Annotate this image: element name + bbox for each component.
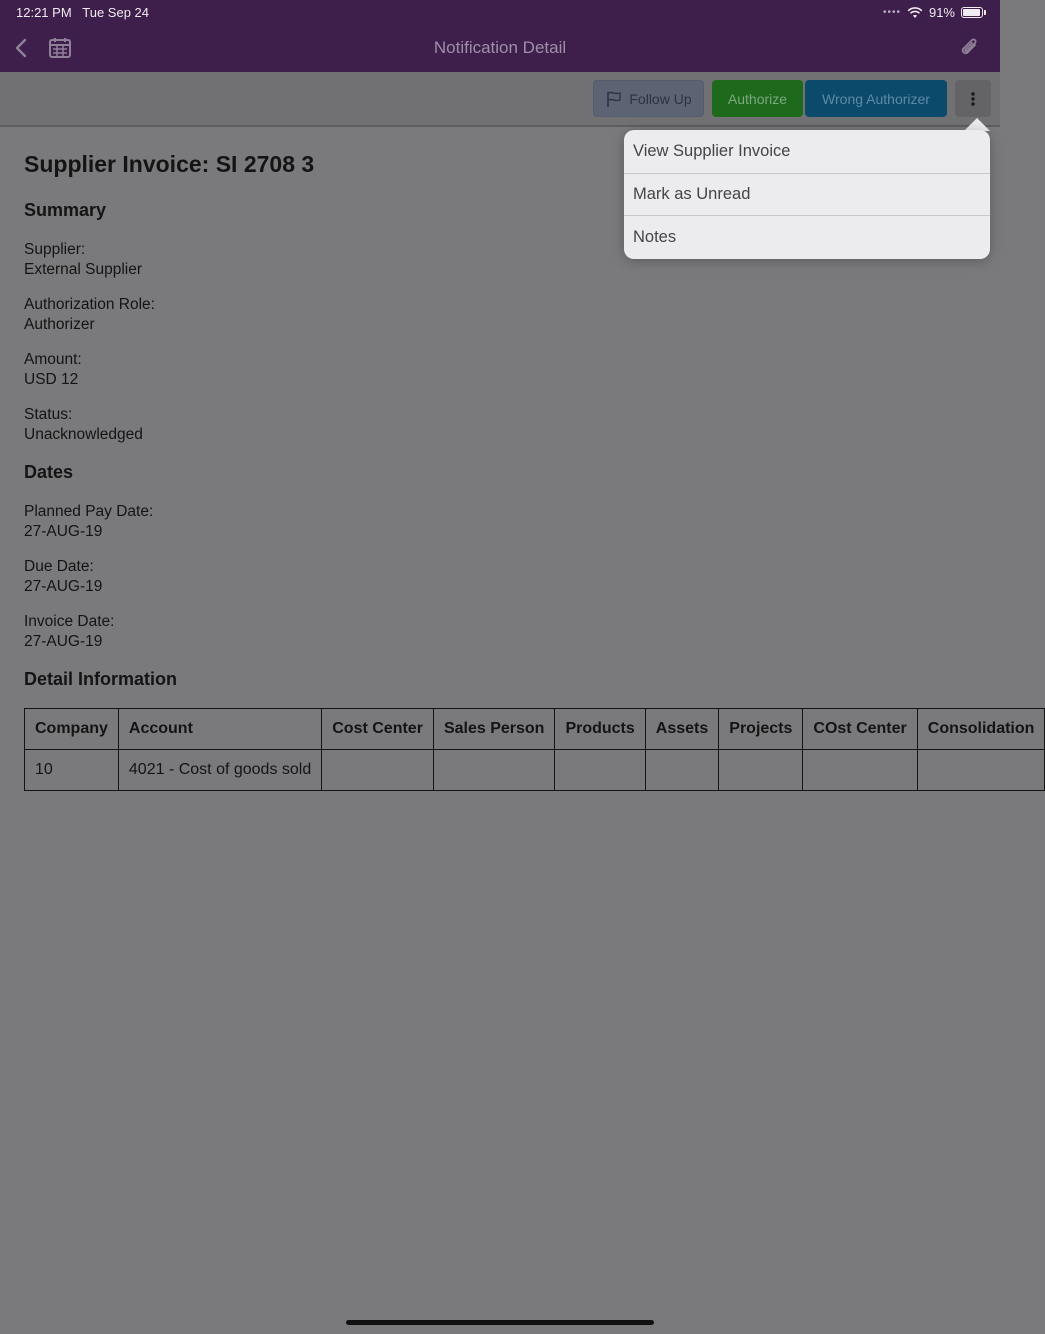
dates-heading: Dates bbox=[24, 462, 74, 482]
field-label: Due Date: bbox=[24, 558, 94, 575]
battery-percent: 91% bbox=[928, 5, 955, 20]
wrong-authorizer-button[interactable]: Wrong Authorizer bbox=[805, 80, 947, 117]
table-cell: 4021 - Cost of goods sold bbox=[118, 750, 321, 791]
column-header: Sales Person bbox=[433, 709, 555, 750]
status-time bbox=[16, 5, 149, 20]
vertical-ellipsis-icon bbox=[970, 91, 976, 107]
wifi-icon bbox=[907, 7, 923, 19]
invoice-date-field bbox=[24, 612, 114, 651]
table-cell bbox=[917, 750, 1045, 791]
status-indicators bbox=[883, 5, 986, 20]
invoice-title: Supplier Invoice: SI 2708 3 bbox=[24, 151, 315, 177]
battery-icon bbox=[961, 7, 983, 18]
menu-item-notes[interactable]: Notes bbox=[633, 228, 677, 246]
table-cell bbox=[433, 750, 555, 791]
planned-pay-date-field bbox=[24, 502, 153, 541]
column-header: Company bbox=[25, 709, 119, 750]
field-value: 27-AUG-19 bbox=[24, 577, 103, 595]
more-options-menu bbox=[624, 130, 990, 259]
battery-nub bbox=[984, 10, 986, 15]
summary-heading: Summary bbox=[24, 200, 107, 220]
column-header: Projects bbox=[719, 709, 803, 750]
field-value: 27-AUG-19 bbox=[24, 522, 103, 540]
authorization-role-field bbox=[24, 295, 155, 334]
table-cell bbox=[645, 750, 718, 791]
supplier-field bbox=[24, 240, 142, 279]
detail-information-heading: Detail Information bbox=[24, 669, 178, 689]
paperclip-icon[interactable] bbox=[958, 36, 980, 60]
column-header: Assets bbox=[645, 709, 718, 750]
amount-field bbox=[24, 350, 82, 389]
detail-table-scroll[interactable] bbox=[24, 708, 1035, 790]
status-clock: 12:21 PM bbox=[16, 5, 72, 20]
follow-up-label: Follow Up bbox=[629, 90, 692, 107]
column-header: COst Center bbox=[803, 709, 917, 750]
home-indicator[interactable] bbox=[346, 1320, 654, 1325]
field-label: Supplier: bbox=[24, 241, 86, 258]
flag-icon bbox=[605, 90, 623, 108]
field-value: USD 12 bbox=[24, 370, 79, 388]
top-bar bbox=[0, 0, 1000, 72]
column-header: Products bbox=[555, 709, 645, 750]
field-label: Amount: bbox=[24, 351, 82, 368]
authorize-button[interactable]: Authorize bbox=[712, 80, 803, 117]
table-cell bbox=[803, 750, 917, 791]
due-date-field bbox=[24, 557, 102, 596]
field-label: Planned Pay Date: bbox=[24, 503, 154, 520]
more-options-button[interactable] bbox=[955, 80, 991, 117]
detail-table bbox=[24, 708, 1045, 791]
column-header: Cost Center bbox=[322, 709, 434, 750]
column-header: Account bbox=[118, 709, 321, 750]
action-toolbar bbox=[0, 72, 1000, 127]
menu-item-mark-as-unread[interactable]: Mark as Unread bbox=[633, 185, 751, 203]
field-value: Unacknowledged bbox=[24, 425, 143, 443]
field-label: Status: bbox=[24, 406, 73, 423]
table-cell bbox=[555, 750, 645, 791]
field-label: Invoice Date: bbox=[24, 613, 115, 630]
field-value: Authorizer bbox=[24, 315, 95, 333]
status-field bbox=[24, 405, 143, 444]
follow-up-button[interactable] bbox=[593, 80, 704, 117]
field-label: Authorization Role: bbox=[24, 296, 155, 313]
table-cell bbox=[719, 750, 803, 791]
status-date: Tue Sep 24 bbox=[82, 5, 149, 20]
table-header-row bbox=[25, 709, 1045, 750]
field-value: External Supplier bbox=[24, 260, 143, 278]
table-cell bbox=[322, 750, 434, 791]
field-value: 27-AUG-19 bbox=[24, 632, 103, 650]
column-header: Consolidation bbox=[917, 709, 1045, 750]
table-row bbox=[25, 750, 1045, 791]
cellular-icon: •••• bbox=[882, 7, 901, 18]
table-cell: 10 bbox=[25, 750, 119, 791]
menu-item-view-supplier-invoice[interactable]: View Supplier Invoice bbox=[633, 142, 791, 160]
page-title-nav: Notification Detail bbox=[433, 38, 567, 57]
